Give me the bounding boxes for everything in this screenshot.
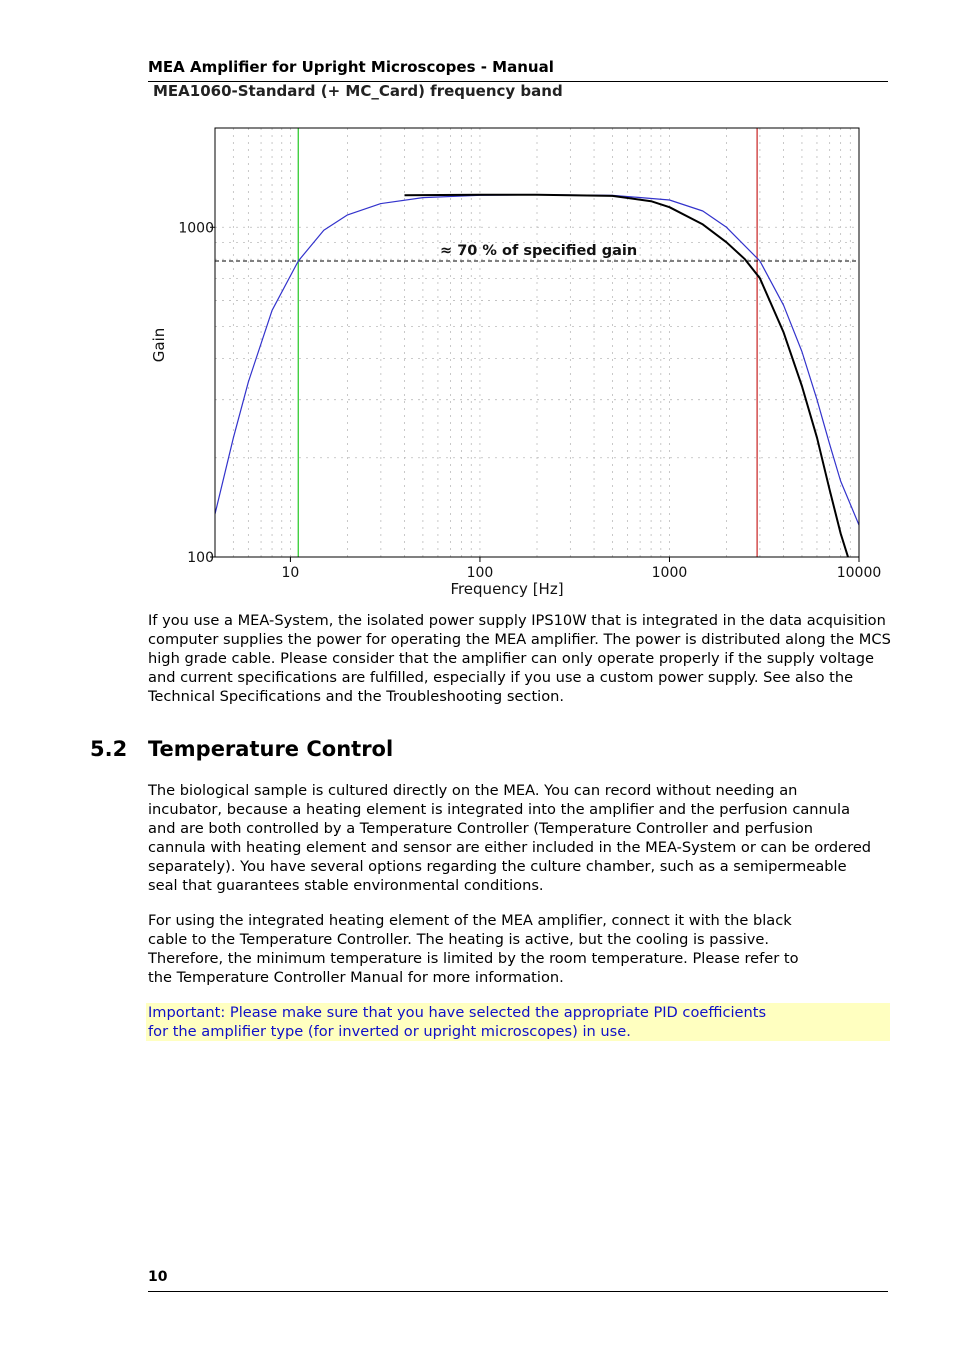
important-note xyxy=(146,1003,890,1041)
section-title: Temperature Control xyxy=(148,737,394,761)
page-footer xyxy=(148,1267,888,1292)
x-tick-label: 1000 xyxy=(651,565,688,581)
x-tick-label: 100 xyxy=(466,565,494,581)
page-header xyxy=(148,57,888,82)
x-tick-label: 10000 xyxy=(836,565,882,581)
section-number: 5.2 xyxy=(90,737,128,761)
y-tick-label: 100 xyxy=(187,550,214,566)
y-tick-label: 1000 xyxy=(178,220,214,237)
page-number: 10 xyxy=(148,1269,168,1285)
threshold-label: ≈ 70 % of specified gain xyxy=(440,243,638,260)
paragraph-heating: For using the integrated heating element of the MEA amplifier, connect it with the black cable to the Temperature Controller. The heating is active, but the cooling is passive. Therefore, the minimum temperature is limited by the room temperature. Please refer to the Temperature Controller Manual for more information. xyxy=(148,912,799,986)
paragraph-power-supply: If you use a MEA-System, the isolated power supply IPS10W that is integrated in the data acquisition computer supplies the power for operating the MEA amplifier. The power is distributed along the MCS high grade cable. Please consider that the amplifier can only operate properly if the supply voltage and current specifications are fulfilled, especially if you use a custom power supply. See also the Technical Specifications and the Troubleshooting section. xyxy=(148,612,891,705)
figure-title: MEA1060-Standard (+ MC_Card) frequency band xyxy=(153,82,563,100)
x-tick-label: 10 xyxy=(281,565,300,581)
x-axis-label: Frequency [Hz] xyxy=(450,580,564,598)
section-heading xyxy=(90,735,393,763)
header-title: MEA Amplifier for Upright Microscopes - Manual xyxy=(148,58,554,76)
y-axis-label: Gain xyxy=(150,327,168,363)
important-text: Important: Please make sure that you have selected the appropriate PID coefficients for the amplifier type (for inverted or upright microscopes) in use. xyxy=(148,1004,767,1040)
frequency-band-chart xyxy=(130,105,890,600)
paragraph-temperature: The biological sample is cultured directly on the MEA. You can record without needing an incubator, because a heating element is integrated into the amplifier and the perfusion cannula and are both controlled by a Temperature Controller (Temperature Controller and perfusion cannula with heating element and sensor are either included in the MEA-System or can be ordered separately). You have several options regarding the culture chamber, such as a semipermeable seal that guarantees stable environmental conditions. xyxy=(148,782,872,894)
